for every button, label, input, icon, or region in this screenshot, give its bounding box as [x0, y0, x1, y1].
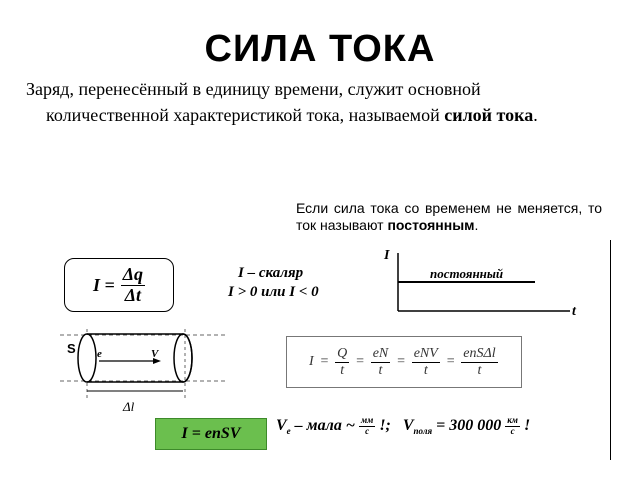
- electron-label: e: [97, 348, 102, 360]
- eq-f2-num: eN: [372, 346, 389, 362]
- ve-sep: !;: [379, 417, 391, 435]
- ve-symbol: [276, 417, 291, 436]
- right-divider-line: [610, 240, 611, 460]
- note-end: .: [474, 217, 479, 233]
- cylinder-right-face: [174, 334, 192, 382]
- intro-line1: Заряд, перенесённый в единицу времени, служит основной: [26, 79, 481, 99]
- intro-line2: количественной характеристикой тока, называемой: [46, 105, 440, 125]
- formula-den: Δt: [124, 284, 142, 305]
- eq-f3-den: t: [423, 362, 428, 378]
- unit-km-per-s: [505, 416, 520, 437]
- unit1-den: с: [365, 425, 370, 436]
- eq-sign-3: =: [396, 354, 406, 369]
- eq-frac-3: [412, 346, 440, 378]
- unit1-num: мм: [360, 415, 374, 425]
- graph-y-label: I: [384, 248, 390, 263]
- eq-frac-2: [371, 346, 391, 378]
- graph-x-label: t: [572, 304, 576, 319]
- note-text: Если сила тока со временем не меняется, то ток называют: [296, 200, 602, 233]
- length-label: Δl: [123, 399, 135, 414]
- green-formula-box: [155, 418, 267, 450]
- eq-i: I: [309, 354, 314, 369]
- velocity-label: V: [151, 348, 159, 360]
- area-label: S: [67, 341, 76, 356]
- formula-lhs: I =: [92, 274, 115, 295]
- scalar-line2: I > 0 или I < 0: [228, 284, 319, 300]
- eq-f1-num: Q: [337, 346, 348, 362]
- unit-mm-per-s: [359, 416, 375, 437]
- intro-bold: силой тока: [444, 105, 534, 125]
- eq-frac-1: [335, 346, 349, 378]
- vfield-symbol: [403, 417, 432, 436]
- eq-f2-den: t: [378, 362, 383, 378]
- page-title: СИЛА ТОКА: [204, 28, 436, 70]
- vfield-value: = 300 000: [436, 417, 502, 435]
- unit2-den: с: [510, 425, 515, 436]
- intro-end: .: [533, 105, 538, 125]
- note-bold: постоянным: [387, 217, 475, 233]
- constant-current-graph: [370, 245, 600, 325]
- formula-num: Δq: [122, 263, 144, 284]
- green-formula: I = enSV: [181, 425, 241, 442]
- current-equation-box: [286, 336, 522, 388]
- velocity-comparison: [276, 416, 530, 437]
- eq-f1-den: t: [340, 362, 345, 378]
- ve-sub: e: [286, 425, 291, 436]
- intro-paragraph: [26, 76, 622, 128]
- eq-sign-2: =: [355, 354, 365, 369]
- ve-letter: V: [276, 416, 287, 434]
- cylinder-left-face: [78, 334, 96, 382]
- scalar-line1: I – скаляр: [238, 265, 304, 281]
- unit2-num: км: [507, 415, 518, 425]
- formula-fraction: [121, 265, 145, 306]
- graph-curve-label: постоянный: [430, 266, 504, 281]
- current-equation: [309, 346, 498, 378]
- eq-f4-den: t: [477, 362, 482, 378]
- eq-f3-num: eNV: [413, 346, 438, 362]
- constant-current-note: [296, 200, 602, 234]
- vfield-sub: поля: [413, 425, 433, 436]
- ve-dash: – мала ~: [294, 417, 355, 435]
- eq-f4-num: enSΔl: [463, 346, 496, 362]
- conductor-diagram: [55, 325, 255, 415]
- eq-frac-4: [461, 346, 497, 378]
- eq-sign-1: =: [319, 354, 330, 369]
- eq-sign-4: =: [445, 354, 456, 369]
- current-definition-formula: [64, 258, 174, 312]
- vfield-letter: V: [402, 416, 414, 434]
- vfield-bang: !: [523, 417, 531, 435]
